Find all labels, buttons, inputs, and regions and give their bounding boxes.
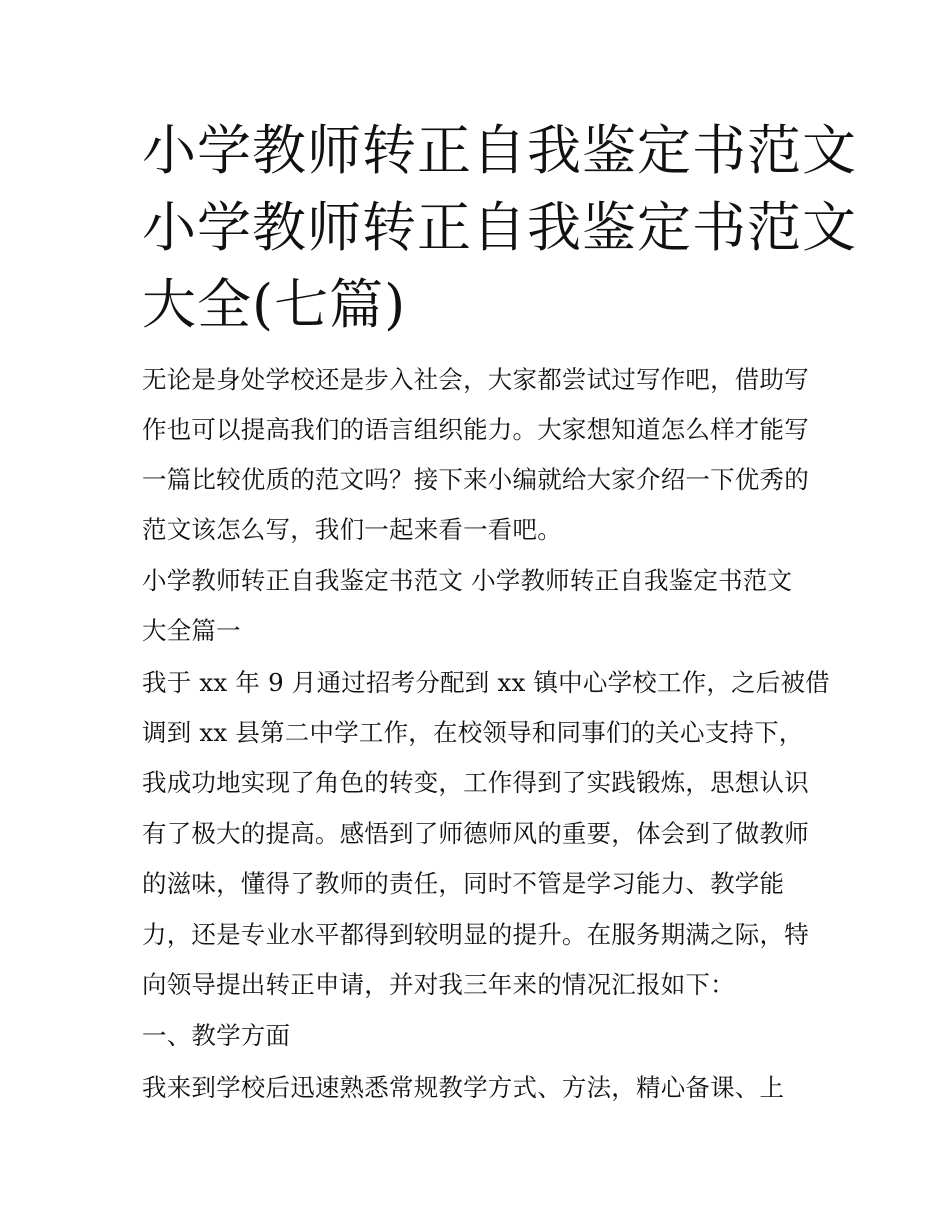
title-line: 小学教师转正自我鉴定书范文 (142, 119, 857, 182)
body-line: 向领导提出转正申请，并对我三年来的情况汇报如下： (142, 970, 735, 999)
intro-line: 无论是身处学校还是步入社会，大家都尝试过写作吧，借助写 (142, 365, 809, 394)
body-line: 的滋味，懂得了教师的责任，同时不管是学习能力、教学能 (142, 869, 785, 898)
body-line: 我来到学校后迅速熟悉常规教学方式、方法，精心备课、上 (142, 1073, 785, 1102)
body-line: 有了极大的提高。感悟到了师德师风的重要，体会到了做教师 (142, 819, 809, 848)
section-heading-line: 大全篇一 (142, 616, 241, 645)
body-line: 我成功地实现了角色的转变，工作得到了实践锻炼，思想认识 (142, 768, 809, 797)
body-line: 调到 xx 县第二中学工作，在校领导和同事们的关心支持下， (142, 718, 804, 747)
title-line: 小学教师转正自我鉴定书范文 (142, 196, 857, 259)
section-heading-line: 小学教师转正自我鉴定书范文 小学教师转正自我鉴定书范文 (142, 566, 793, 595)
subheading: 一、教学方面 (142, 1021, 291, 1050)
intro-line: 作也可以提高我们的语言组织能力。大家想知道怎么样才能写 (142, 415, 809, 444)
document-title (142, 112, 857, 343)
intro-line: 一篇比较优质的范文吗？接下来小编就给大家介绍一下优秀的 (142, 465, 809, 494)
intro-line: 范文该怎么写，我们一起来看一看吧。 (142, 515, 562, 544)
body-line: 力，还是专业水平都得到较明显的提升。在服务期满之际，特 (142, 920, 809, 949)
body-line: 我于 xx 年 9 月通过招考分配到 xx 镇中心学校工作，之后被借 (142, 668, 830, 697)
title-line: 大全(七篇) (142, 273, 407, 336)
